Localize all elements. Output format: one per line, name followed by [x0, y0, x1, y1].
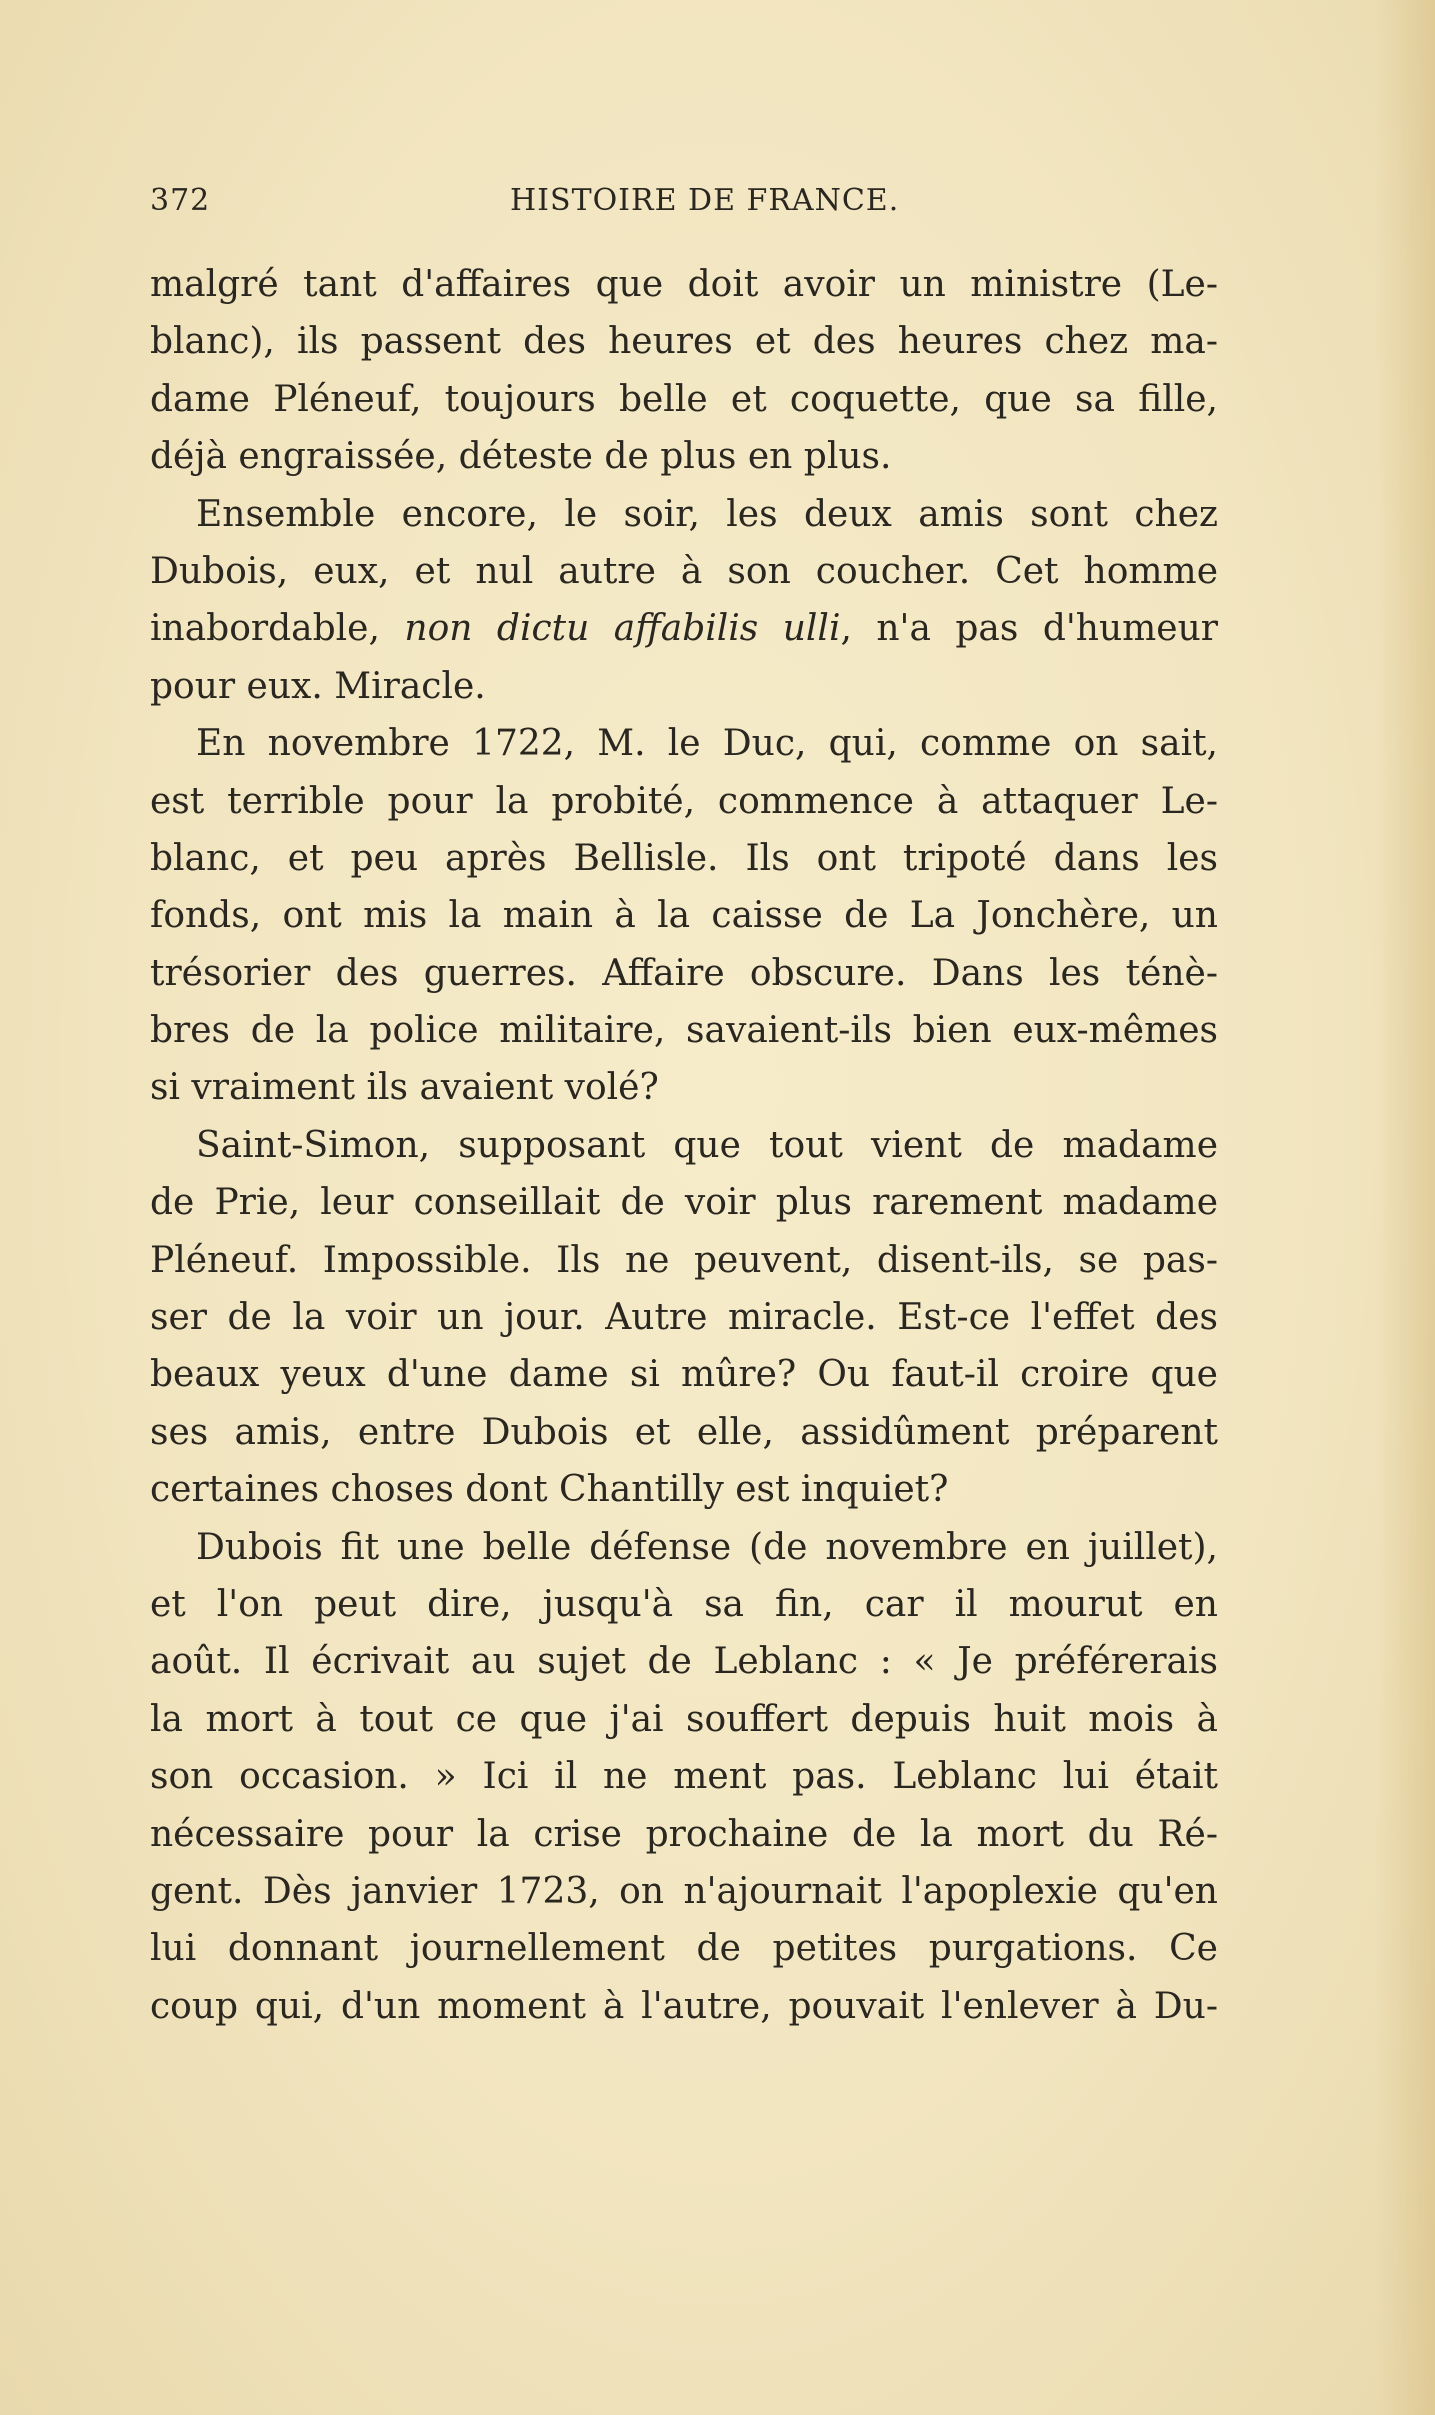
text-line: gent. Dès janvier 1723, on n'ajournait l'apoplexie qu'en — [150, 1870, 1218, 1912]
running-title: HISTOIRE DE FRANCE. — [510, 183, 900, 218]
text-line: et l'on peut dire, jusqu'à sa fin, car il mourut en — [150, 1583, 1218, 1625]
latin-quote: non dictu affabilis ulli — [404, 608, 841, 650]
paragraph-end-line: certaines choses dont Chantilly est inquiet? — [150, 1469, 949, 1511]
text-line: août. Il écrivait au sujet de Leblanc : « Je préférerais — [150, 1641, 1218, 1683]
text-line: fonds, ont mis la main à la caisse de La Jonchère, un — [150, 895, 1218, 937]
paragraph-end-line: déjà engraissée, déteste de plus en plus. — [150, 436, 892, 478]
paragraph-end-line: pour eux. Miracle. — [150, 665, 486, 707]
page-edge-shadow — [1375, 0, 1435, 2415]
line-text-after: , n'a pas d'humeur — [840, 608, 1218, 650]
paragraph-start-line: Saint-Simon, supposant que tout vient de madame — [196, 1124, 1218, 1166]
text-line: la mort à tout ce que j'ai souffert depuis huit mois à — [150, 1698, 1218, 1740]
paragraph-start-line: Ensemble encore, le soir, les deux amis sont chez — [196, 493, 1218, 535]
page-number: 372 — [150, 183, 211, 218]
text-line: Pléneuf. Impossible. Ils ne peuvent, disent-ils, se pas- — [150, 1239, 1218, 1281]
body-text — [150, 256, 1218, 2035]
text-line: lui donnant journellement de petites purgations. Ce — [150, 1928, 1218, 1970]
text-line: Dubois, eux, et nul autre à son coucher. Cet homme — [150, 550, 1218, 592]
text-line: ses amis, entre Dubois et elle, assidûment préparent — [150, 1411, 1218, 1453]
paragraph-end-line: si vraiment ils avaient volé? — [150, 1067, 659, 1109]
text-line: trésorier des guerres. Affaire obscure. Dans les ténè- — [150, 952, 1218, 994]
paragraph-start-line: En novembre 1722, M. le Duc, qui, comme on sait, — [196, 723, 1218, 765]
text-line: coup qui, d'un moment à l'autre, pouvait l'enlever à Du- — [150, 1985, 1218, 2027]
text-line: bres de la police militaire, savaient-ils bien eux-mêmes — [150, 1010, 1218, 1052]
text-line: blanc), ils passent des heures et des heures chez ma- — [150, 321, 1218, 363]
text-line: ser de la voir un jour. Autre miracle. Est-ce l'effet des — [150, 1297, 1218, 1339]
text-line: nécessaire pour la crise prochaine de la mort du Ré- — [150, 1813, 1218, 1855]
text-line: est terrible pour la probité, commence à attaquer Le- — [150, 780, 1218, 822]
text-line: blanc, et peu après Bellisle. Ils ont tripoté dans les — [150, 837, 1218, 879]
text-line: dame Pléneuf, toujours belle et coquette, que sa fille, — [150, 378, 1218, 420]
page-header — [150, 183, 1230, 233]
paragraph-start-line: Dubois fit une belle défense (de novembre en juillet), — [196, 1526, 1218, 1568]
text-line: de Prie, leur conseillait de voir plus rarement madame — [150, 1182, 1218, 1224]
text-line: malgré tant d'affaires que doit avoir un ministre (Le- — [150, 264, 1218, 305]
text-line-with-latin-quote — [150, 600, 1218, 657]
line-text-before: inabordable, — [150, 608, 405, 650]
text-line: beaux yeux d'une dame si mûre? Ou faut-il croire que — [150, 1354, 1218, 1396]
text-line: son occasion. » Ici il ne ment pas. Leblanc lui était — [150, 1756, 1218, 1798]
